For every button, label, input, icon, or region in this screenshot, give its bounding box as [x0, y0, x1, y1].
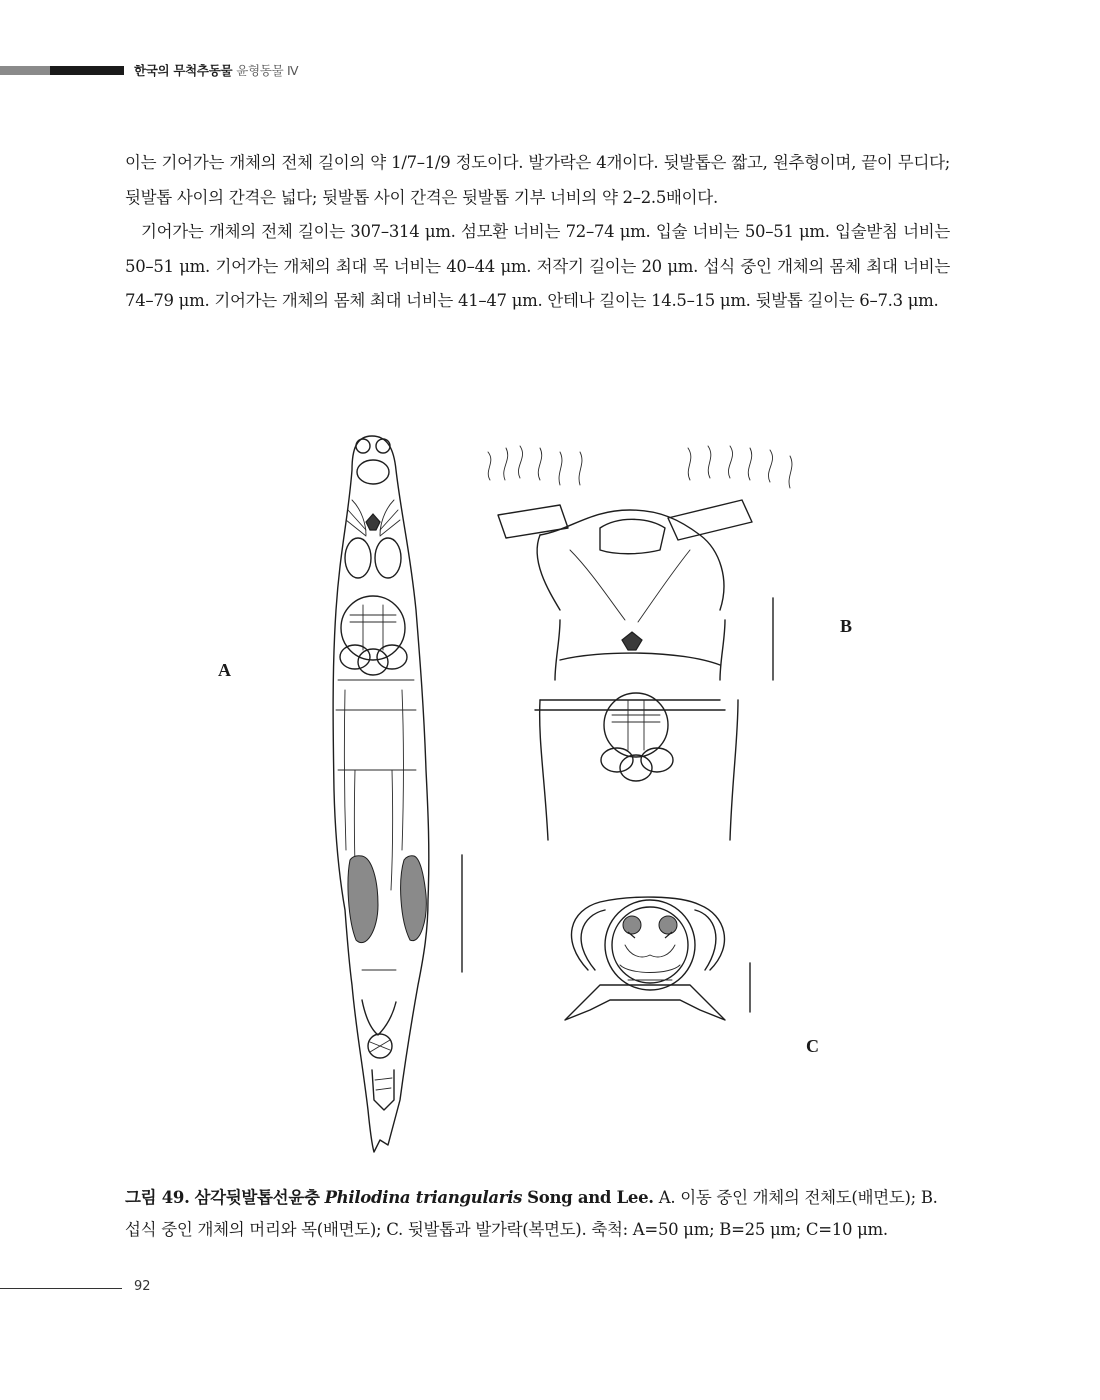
volume-title: 윤형동물 Ⅳ	[236, 63, 299, 78]
page-number: 92	[134, 1279, 151, 1294]
korean-species-name: 삼각뒷발톱선윤충	[194, 1188, 320, 1207]
rotifer-dorsal-illustration	[333, 436, 429, 1152]
figure-label-a: A	[218, 660, 231, 680]
figure-label-c: C	[806, 1036, 819, 1056]
body-text	[125, 146, 950, 319]
book-title: 한국의 무척추동물	[134, 63, 233, 78]
figure-49	[0, 410, 1100, 1170]
paragraph-2: 기어가는 개체의 전체 길이는 307–314 μm. 섬모환 너비는 72–74 μm. 입술 너비는 50–51 μm. 입술받침 너비는 50–51 μm. 기어가는 개체의 최대 목 너비는 40–44 μm. 저작기 길이는 20 μm. 섭식 중인 개체의 몸체 최대 너비는 74–79 μm. 기어가는 개체의 몸체 최대 너비는 41–47 μm. 안테나 길이는 14.5–15 μm. 뒷발톱 길이는 6–7.3 μm.	[125, 222, 950, 310]
rotifer-foot-illustration	[565, 897, 725, 1020]
scientific-name: Philodina triangularis	[324, 1188, 523, 1207]
header-bar-black	[50, 66, 124, 75]
caption-description: A. 이동 중인 개체의 전체도(배면도); B. 섭식 중인 개체의 머리와 목(배면도); C. 뒷발톱과 발가락(복면도). 축척: A=50 μm; B=25 μm; C=10 μm.	[125, 1188, 938, 1239]
rotifer-head-illustration	[488, 446, 792, 840]
authors: Song and Lee.	[527, 1188, 654, 1207]
running-header	[134, 61, 298, 79]
figure-caption	[125, 1182, 950, 1246]
figure-label-b: B	[840, 616, 853, 636]
footer-rule	[0, 1288, 122, 1289]
paragraph-1: 이는 기어가는 개체의 전체 길이의 약 1/7–1/9 정도이다. 발가락은 4개이다. 뒷발톱은 짧고, 원추형이며, 끝이 무디다; 뒷발톱 사이의 간격은 넓다; 뒷발톱 사이 간격은 뒷발톱 기부 너비의 약 2–2.5배이다.	[125, 153, 950, 207]
header-bar-gray	[0, 66, 50, 75]
figure-number: 그림 49.	[125, 1188, 190, 1207]
